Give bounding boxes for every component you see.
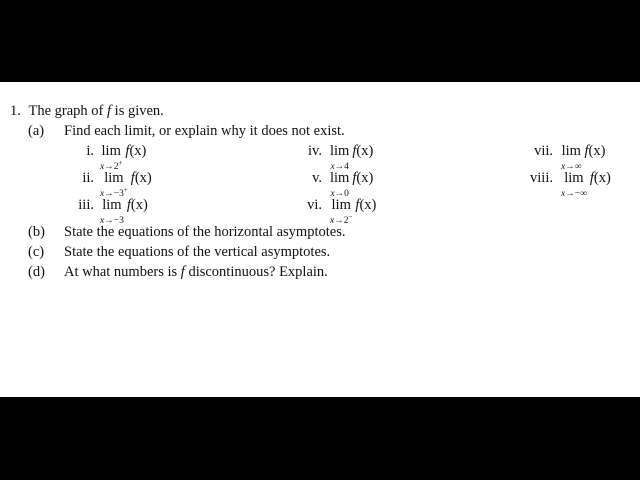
limit-variable: x: [330, 189, 335, 199]
limit-approach: →−3: [104, 189, 124, 199]
function-symbol: f: [130, 170, 135, 186]
function-argument: (x): [134, 170, 152, 186]
limit-variable: x: [100, 162, 105, 172]
problem-statement: [10, 103, 164, 119]
function-argument: (x): [129, 143, 147, 159]
limit-approach: →4: [334, 162, 349, 172]
limit-numeral: iv.: [308, 143, 322, 159]
limit-expression: [330, 197, 376, 226]
limit-function: [127, 197, 148, 213]
part-d-label: (d): [28, 264, 45, 280]
limit-approach: →−∞: [565, 189, 587, 199]
limit-operator: [330, 143, 349, 172]
limit-approach: →2: [334, 216, 349, 226]
lim-word: lim: [101, 143, 121, 159]
function-symbol: f: [355, 197, 360, 213]
limit-variable: x: [561, 162, 566, 172]
limit-operator: [561, 143, 582, 172]
part-d-pre: At what numbers is: [64, 264, 178, 280]
limit-function: [131, 170, 152, 186]
function-symbol: f: [352, 143, 357, 159]
part-a-text: Find each limit, or explain why it does not exist.: [64, 123, 345, 139]
limit-expression: [100, 197, 148, 226]
part-d-text: [64, 264, 328, 280]
limit-variable: x: [100, 216, 105, 226]
limit-variable: x: [561, 189, 566, 199]
limit-numeral: viii.: [530, 170, 553, 186]
lim-word: lim: [330, 143, 350, 159]
limit-variable: x: [330, 162, 335, 172]
lim-word: lim: [561, 143, 581, 159]
function-argument: (x): [359, 197, 377, 213]
function-argument: (x): [356, 143, 374, 159]
limit-function: [352, 143, 373, 159]
limit-side: −: [348, 213, 353, 221]
function-symbol: f: [126, 197, 131, 213]
limit-operator: [100, 170, 128, 199]
function-argument: (x): [130, 197, 148, 213]
part-d-post: discontinuous? Explain.: [188, 264, 328, 280]
limit-expression: [100, 143, 146, 172]
limit-operator: [330, 170, 349, 199]
part-b-text: State the equations of the horizontal asymptotes.: [64, 224, 346, 240]
limit-operator: [561, 170, 587, 199]
limit-approach: →0: [334, 189, 349, 199]
limit-expression: [561, 143, 605, 172]
limit-numeral: iii.: [78, 197, 94, 213]
lim-word: lim: [331, 197, 351, 213]
function-symbol: f: [584, 143, 589, 159]
problem-number: 1.: [10, 103, 21, 119]
limit-subscript: [561, 185, 587, 199]
function-symbol: f: [125, 143, 130, 159]
lim-word: lim: [102, 197, 122, 213]
function-symbol: f: [589, 170, 594, 186]
part-a-label: (a): [28, 123, 45, 139]
limit-variable: x: [330, 216, 335, 226]
problem-intro: The graph of: [28, 103, 104, 119]
problem-intro-end: is given.: [114, 103, 164, 119]
limit-variable: x: [100, 189, 105, 199]
function-symbol: f: [352, 170, 357, 186]
limit-function: [352, 170, 373, 186]
limit-operator: [330, 197, 352, 226]
limit-expression: [100, 170, 152, 199]
lim-word: lim: [564, 170, 584, 186]
limit-function: [590, 170, 611, 186]
limit-approach: →2: [104, 162, 119, 172]
limit-side: +: [118, 159, 123, 167]
limit-numeral: vii.: [534, 143, 553, 159]
function-symbol: f: [180, 264, 185, 280]
limit-operator: [100, 197, 124, 226]
limit-numeral: ii.: [82, 170, 94, 186]
limit-approach: →∞: [565, 162, 582, 172]
limit-function: [355, 197, 376, 213]
limit-numeral: v.: [312, 170, 322, 186]
function-symbol: f: [107, 103, 112, 119]
lim-word: lim: [104, 170, 124, 186]
limit-expression: [330, 170, 373, 199]
limit-approach: →−3: [104, 216, 124, 226]
limit-numeral: vi.: [307, 197, 322, 213]
limit-numeral: i.: [86, 143, 94, 159]
function-argument: (x): [356, 170, 374, 186]
function-argument: (x): [593, 170, 611, 186]
limit-side: +: [123, 186, 128, 194]
part-c-label: (c): [28, 244, 45, 260]
lim-word: lim: [330, 170, 350, 186]
function-argument: (x): [588, 143, 606, 159]
limit-operator: [100, 143, 122, 172]
limit-function: [585, 143, 606, 159]
limit-expression: [330, 143, 373, 172]
document-page: [0, 82, 640, 397]
part-c-text: State the equations of the vertical asymptotes.: [64, 244, 331, 260]
part-b-label: (b): [28, 224, 45, 240]
limit-function: [125, 143, 146, 159]
limit-expression: [561, 170, 611, 199]
